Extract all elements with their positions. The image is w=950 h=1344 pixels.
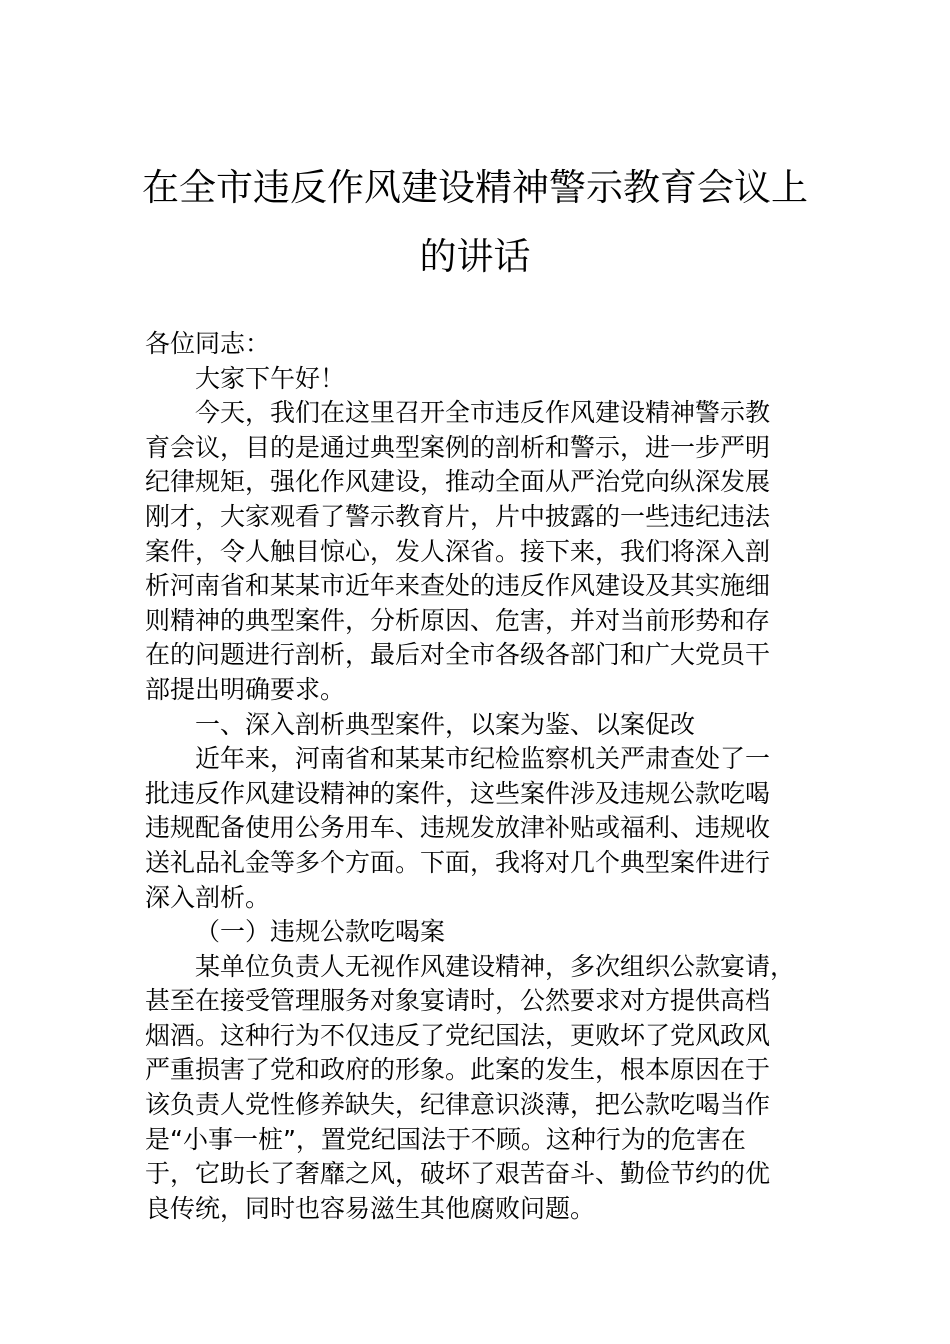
body-line: 近年来，河南省和某某市纪检监察机关严肃查处了一 [195,744,771,774]
document-body [145,327,845,1226]
body-line: 部提出明确要求。 [145,674,346,704]
body-line: 各位同志： [145,329,271,358]
body-line: 该负责人党性修养缺失，纪律意识淡薄，把公款吃喝当作 [145,1090,771,1120]
body-line: 于，它助长了奢靡之风，破坏了艰苦奋斗、勤俭节约的优 [145,1159,771,1189]
document-title-line-2: 的讲话 [419,235,531,278]
body-line: 育会议，目的是通过典型案例的剖析和警示，进一步严明 [145,432,771,462]
body-line: 某单位负责人无视作风建设精神，多次组织公款宴请， [195,951,796,981]
body-line: 送礼品礼金等多个方面。下面，我将对几个典型案件进行 [145,847,771,877]
body-line: 烟酒。这种行为不仅违反了党纪国法，更败坏了党风政风 [145,1020,771,1050]
body-line: 析河南省和某某市近年来查处的违反作风建设及其实施细 [145,571,771,601]
body-line: 大家下午好！ [195,363,346,393]
body-line: 则精神的典型案件，分析原因、危害，并对当前形势和存 [145,605,771,635]
body-line: 批违反作风建设精神的案件，这些案件涉及违规公款吃喝 [145,778,771,808]
body-line: 在的问题进行剖析，最后对全市各级各部门和广大党员干 [145,640,771,670]
body-line: 违规配备使用公务用车、违规发放津补贴或福利、违规收 [145,813,771,843]
body-line: 严重损害了党和政府的形象。此案的发生，根本原因在于 [145,1055,771,1085]
document-title-line-1: 在全市违反作风建设精神警示教育会议上 [142,166,808,209]
body-line: 纪律规矩，强化作风建设，推动全面从严治党向纵深发展 [145,467,771,497]
body-line: 一、深入剖析典型案件，以案为鉴、以案促改 [195,709,696,739]
body-line: 今天，我们在这里召开全市违反作风建设精神警示教 [195,398,771,428]
body-line: （一）违规公款吃喝案 [195,917,446,947]
body-line: 案件，令人触目惊心，发人深省。接下来，我们将深入剖 [145,536,771,566]
body-line: 甚至在接受管理服务对象宴请时，公然要求对方提供高档 [145,986,771,1016]
body-line: 刚才，大家观看了警示教育片，片中披露的一些违纪违法 [145,501,771,531]
body-line: 良传统，同时也容易滋生其他腐败问题。 [145,1193,596,1223]
body-line: 是“小事一桩”，置党纪国法于不顾。这种行为的危害在 [145,1124,746,1154]
body-line: 深入剖析。 [145,882,271,912]
